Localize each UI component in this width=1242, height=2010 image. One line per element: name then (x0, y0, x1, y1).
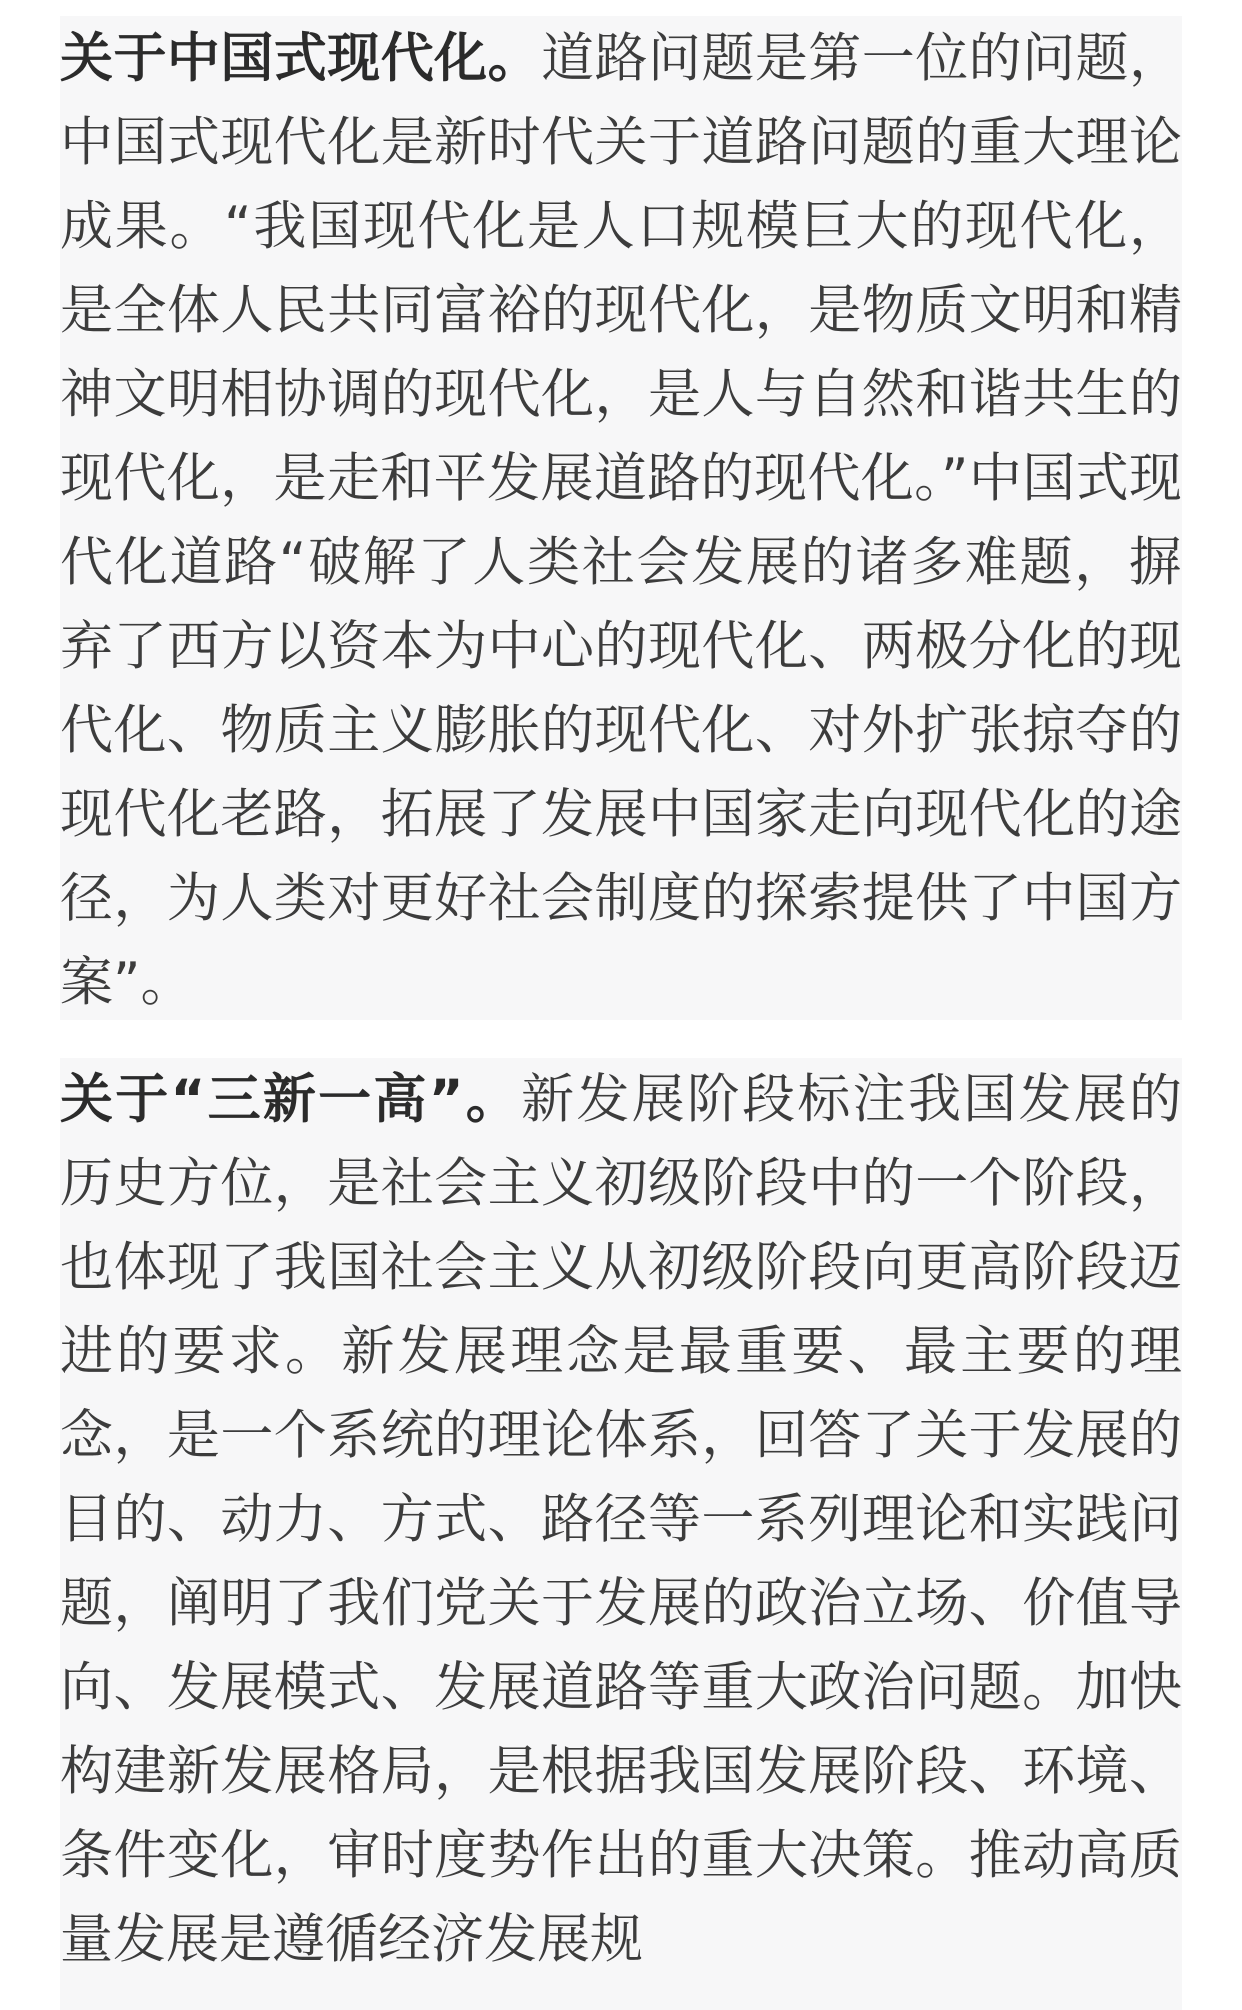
paragraph-chinese-modernization (60, 16, 1182, 1020)
paragraph-body: 道路问题是第一位的问题，中国式现代化是新时代关于道路问题的重大理论成果。“我国现代化是人口规模巨大的现代化，是全体人民共同富裕的现代化，是物质文明和精神文明相协调的现代化，是人与自然和谐共生的现代化，是走和平发展道路的现代化。”中国式现代化道路“破解了人类社会发展的诸多难题，摒弃了西方以资本为中心的现代化、两极分化的现代化、物质主义膨胀的现代化、对外扩张掠夺的现代化老路，拓展了发展中国家走向现代化的途径，为人类对更好社会制度的探索提供了中国方案”。 (60, 28, 1182, 1013)
paragraph-lead: 关于中国式现代化。 (60, 28, 542, 89)
paragraph-text (60, 1058, 1182, 1982)
paragraph-text (60, 17, 1182, 1020)
paragraph-lead: 关于“三新一高”。 (60, 1069, 522, 1130)
paragraph-three-new-one-high (60, 1058, 1182, 2010)
paragraph-body: 新发展阶段标注我国发展的历史方位，是社会主义初级阶段中的一个阶段，也体现了我国社会主义从初级阶段向更高阶段迈进的要求。新发展理念是最重要、最主要的理念，是一个系统的理论体系，回答了关于发展的目的、动力、方式、路径等一系列理论和实践问题，阐明了我们党关于发展的政治立场、价值导向、发展模式、发展道路等重大政治问题。加快构建新发展格局，是根据我国发展阶段、环境、条件变化，审时度势作出的重大决策。推动高质量发展是遵循经济发展规 (60, 1069, 1182, 1970)
